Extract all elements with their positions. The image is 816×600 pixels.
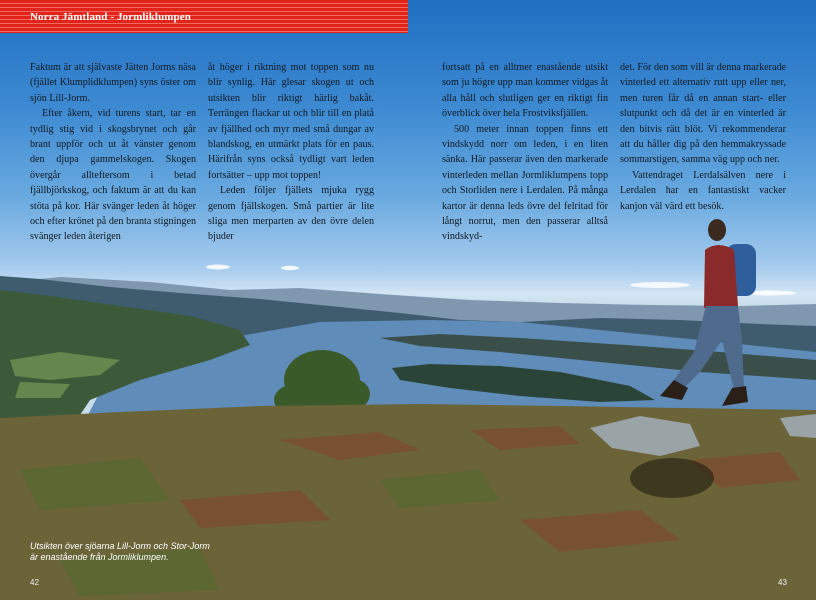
chapter-banner bbox=[0, 0, 408, 33]
page-number-right: 43 bbox=[778, 578, 787, 587]
paragraph: Vattendraget Lerdalsälven nere i Lerdalen har en fantastiskt vacker kanjon väl värd ett besök. bbox=[620, 169, 786, 212]
paragraph: fortsatt på en alltmer enastående utsikt som ju högre upp man kommer vidgas åt alla håll och slutligen ger en riktigt fin överblick över hela Frostviksfjällen. bbox=[442, 62, 608, 120]
chapter-title: Norra Jämtland - Jormliklumpen bbox=[30, 11, 191, 23]
text-column-4 bbox=[620, 60, 786, 214]
page-number-left: 42 bbox=[30, 578, 39, 587]
paragraph: Leden följer fjällets mjuka rygg genom fjällskogen. Små partier är lite sliga men merparten av den övre delen bjuder bbox=[208, 185, 374, 243]
text-column-2 bbox=[208, 60, 374, 245]
text-column-3 bbox=[442, 60, 608, 245]
hiker-shadow bbox=[630, 458, 714, 498]
paragraph: Efter åkern, vid turens start, tar en tydlig stig vid i skogsbrynet och går brant uppför och ut åt vänster genom den djupa gammelskogen. Skogen övergår allteftersom i betad fjällbjörkskog, och faktum är att du kan stöta på kor. Här svänger leden åt höger och efter krönet på den branta stigningen svänger leden återigen bbox=[30, 108, 196, 243]
paragraph: det. För den som vill är denna markerade vinterled ett alternativ rutt upp eller ner, men turen får då en annan start- eller slutpunkt och då det är en vinterled är den bitvis rätt blöt. Vi rekommenderar att du håller dig på den hemmakryssade sommarstigen, samma väg upp och ner. bbox=[620, 62, 786, 166]
caption-line: Utsikten över sjöarna Lill-Jorm och Stor-Jorm bbox=[30, 541, 210, 551]
paragraph: 500 meter innan toppen finns ett vindskydd norr om leden, i en liten sänka. Här passerar även den markerade vinterleden mellan Jormliklumpens topp och Storliden nere i Lerdalen. På många kartor är denna leds övre del felritad för långt norrut, men den passerar alltså vindskyd- bbox=[442, 123, 608, 243]
photo-caption bbox=[30, 541, 230, 563]
paragraph: åt höger i riktning mot toppen som nu blir synlig. Här glesar skogen ut och utsikten blir riktigt härlig bakåt. Terrängen flackar ut och blir till en platå av fjällhed och myr med små dungar av blandskog, en utmärkt plats för en paus. Härifrån syns också tydligt vart leden fortsätter – upp mot toppen! bbox=[208, 62, 374, 181]
caption-line: är enastående från Jormliklumpen. bbox=[30, 552, 169, 562]
paragraph: Faktum är att självaste Jätten Jorms näsa (fjället Klumplidklumpen) syns öster om sjön Lill-Jorm. bbox=[30, 62, 196, 104]
text-column-1 bbox=[30, 60, 196, 245]
